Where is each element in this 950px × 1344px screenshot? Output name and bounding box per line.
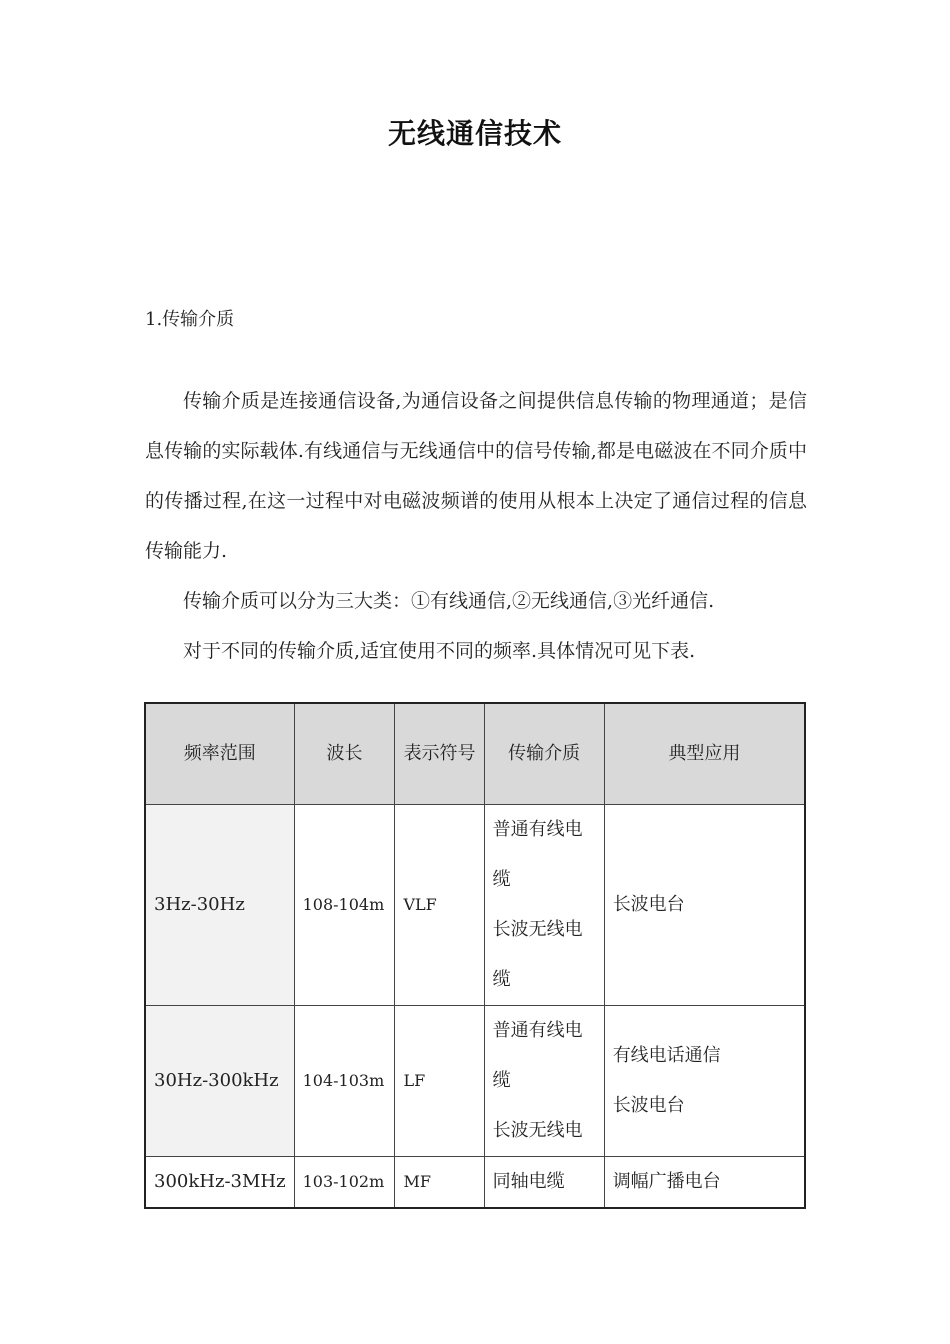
application-item: 长波电台 — [612, 894, 685, 915]
application-item: 调幅广播电台 — [612, 1171, 721, 1192]
cell-freq-range: 300kHz-3MHz — [145, 1157, 294, 1209]
section-heading: 1.传输介质 — [145, 309, 235, 330]
table-row — [145, 1157, 805, 1209]
cell-medium — [484, 1006, 604, 1157]
cell-application — [604, 1157, 805, 1209]
cell-application — [604, 1006, 805, 1157]
cell-freq-range: 30Hz-300kHz — [145, 1006, 294, 1157]
header-medium: 传输介质 — [484, 703, 604, 805]
cell-medium — [484, 805, 604, 1006]
medium-item: 普通有线电缆 — [492, 819, 583, 890]
cell-medium — [484, 1157, 604, 1209]
application-item: 长波电台 — [612, 1095, 685, 1116]
paragraph-medium-categories: 传输介质可以分为三大类：①有线通信,②无线通信,③光纤通信. — [183, 590, 715, 612]
table-header-row — [145, 703, 805, 805]
document-title: 无线通信技术 — [387, 117, 562, 150]
header-symbol: 表示符号 — [395, 703, 484, 805]
paragraph-frequency-note: 对于不同的传输介质,适宜使用不同的频率.具体情况可见下表. — [183, 640, 696, 662]
cell-wavelength: 104-103m — [294, 1006, 395, 1157]
table-row — [145, 805, 805, 1006]
cell-wavelength: 103-102m — [294, 1157, 395, 1209]
cell-symbol: MF — [395, 1157, 484, 1209]
application-item: 有线电话通信 — [612, 1045, 721, 1066]
medium-item: 同轴电缆 — [492, 1171, 565, 1192]
table-row — [145, 1006, 805, 1157]
header-wavelength: 波长 — [294, 703, 395, 805]
cell-freq-range: 3Hz-30Hz — [145, 805, 294, 1006]
medium-item: 长波无线电缆 — [492, 919, 583, 990]
cell-symbol: LF — [395, 1006, 484, 1157]
medium-item: 长波无线电 — [492, 1120, 583, 1141]
frequency-table — [144, 702, 806, 1209]
cell-symbol: VLF — [395, 805, 484, 1006]
cell-application — [604, 805, 805, 1006]
header-application: 典型应用 — [604, 703, 805, 805]
paragraph-transmission-medium: 传输介质是连接通信设备,为通信设备之间提供信息传输的物理通道；是信息传输的实际载体.有线通信与无线通信中的信号传输,都是电磁波在不同介质中的传播过程,在这一过程中对电磁波频谱的使用从根本上决定了通信过程的信息传输能力. — [145, 390, 807, 562]
medium-item: 普通有线电缆 — [492, 1020, 583, 1091]
header-freq-range: 频率范围 — [145, 703, 294, 805]
cell-wavelength: 108-104m — [294, 805, 395, 1006]
